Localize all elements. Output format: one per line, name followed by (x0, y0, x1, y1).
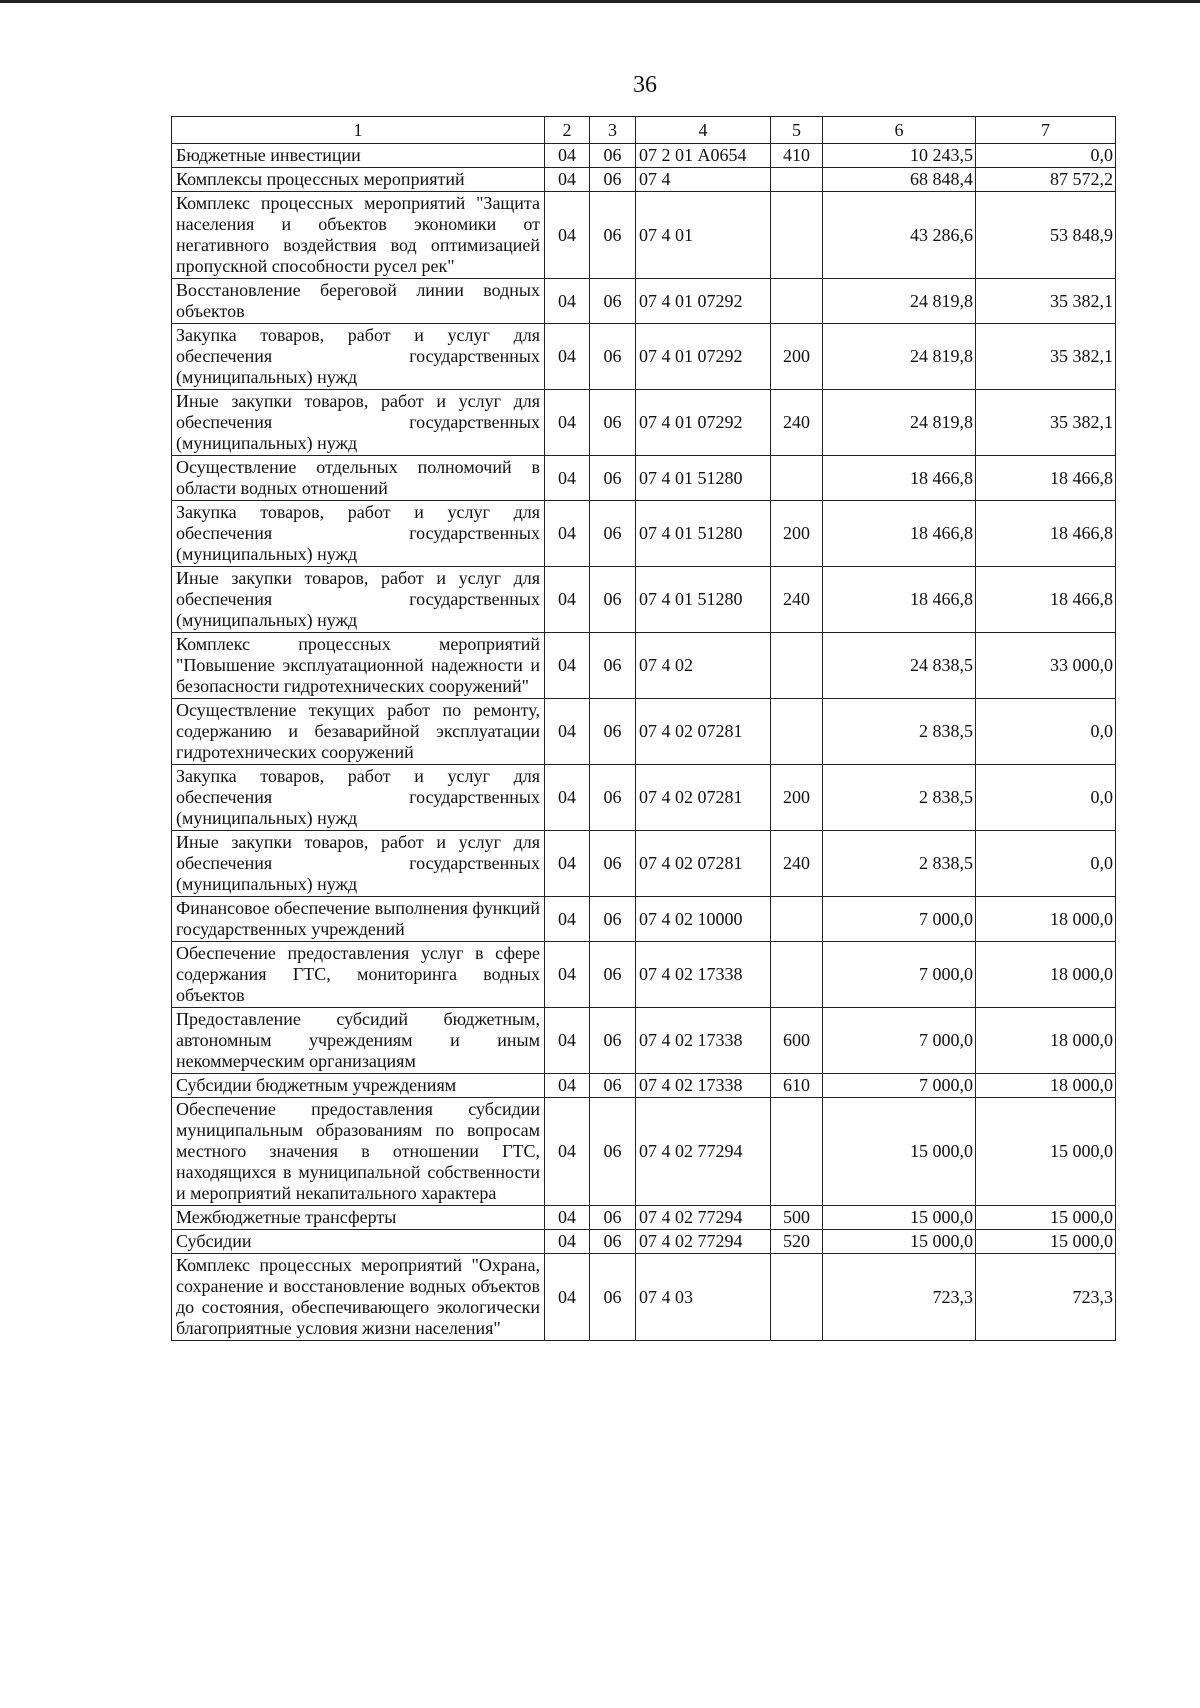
target-article-cell: 07 4 02 17338 (636, 1074, 771, 1098)
amount-year2-cell: 18 466,8 (976, 501, 1116, 567)
amount-year1-cell: 7 000,0 (823, 1008, 976, 1074)
target-article-cell: 07 4 02 77294 (636, 1098, 771, 1206)
subsection-code-cell: 06 (590, 633, 636, 699)
amount-year2-cell: 18 000,0 (976, 1008, 1116, 1074)
target-article-cell: 07 4 01 51280 (636, 567, 771, 633)
section-code-cell: 04 (545, 1254, 590, 1341)
section-code-cell: 04 (545, 1206, 590, 1230)
row-name-cell: Комплекс процессных мероприятий "Повышение эксплуатационной надежности и безопасности гидротехнических сооружений" (172, 633, 545, 699)
amount-year2-cell: 0,0 (976, 144, 1116, 168)
amount-year1-cell: 18 466,8 (823, 501, 976, 567)
table-row (172, 390, 1116, 456)
budget-table (171, 116, 1116, 1341)
row-name-cell: Субсидии (172, 1230, 545, 1254)
target-article-cell: 07 4 02 (636, 633, 771, 699)
section-code-cell: 04 (545, 633, 590, 699)
row-name-cell: Обеспечение предоставления субсидии муниципальным образованиям по вопросам местного значения в отношении ГТС, находящихся в муниципальной собственности и мероприятий некапитального характера (172, 1098, 545, 1206)
amount-year2-cell: 35 382,1 (976, 390, 1116, 456)
amount-year2-cell: 723,3 (976, 1254, 1116, 1341)
subsection-code-cell: 06 (590, 942, 636, 1008)
target-article-cell: 07 4 (636, 168, 771, 192)
section-code-cell: 04 (545, 1008, 590, 1074)
row-name-cell: Межбюджетные трансферты (172, 1206, 545, 1230)
section-code-cell: 04 (545, 831, 590, 897)
expense-type-cell: 200 (771, 765, 823, 831)
expense-type-cell (771, 1254, 823, 1341)
section-code-cell: 04 (545, 456, 590, 501)
section-code-cell: 04 (545, 390, 590, 456)
row-name-cell: Закупка товаров, работ и услуг для обеспечения государственных (муниципальных) нужд (172, 324, 545, 390)
subsection-code-cell: 06 (590, 279, 636, 324)
section-code-cell: 04 (545, 192, 590, 279)
expense-type-cell (771, 1098, 823, 1206)
subsection-code-cell: 06 (590, 1206, 636, 1230)
table-row (172, 765, 1116, 831)
amount-year1-cell: 24 819,8 (823, 324, 976, 390)
table-row (172, 168, 1116, 192)
expense-type-cell (771, 942, 823, 1008)
section-code-cell: 04 (545, 567, 590, 633)
table-row (172, 942, 1116, 1008)
amount-year2-cell: 15 000,0 (976, 1098, 1116, 1206)
table-row (172, 456, 1116, 501)
expense-type-cell: 200 (771, 501, 823, 567)
subsection-code-cell: 06 (590, 699, 636, 765)
amount-year1-cell: 18 466,8 (823, 567, 976, 633)
amount-year2-cell: 87 572,2 (976, 168, 1116, 192)
amount-year2-cell: 0,0 (976, 699, 1116, 765)
table-row (172, 1074, 1116, 1098)
expense-type-cell: 600 (771, 1008, 823, 1074)
expense-type-cell (771, 192, 823, 279)
amount-year2-cell: 18 000,0 (976, 897, 1116, 942)
subsection-code-cell: 06 (590, 1230, 636, 1254)
row-name-cell: Комплекс процессных мероприятий "Охрана, сохранение и восстановление водных объектов до состояния, обеспечивающего экологически благоприятные условия жизни населения" (172, 1254, 545, 1341)
amount-year1-cell: 24 838,5 (823, 633, 976, 699)
target-article-cell: 07 4 02 17338 (636, 942, 771, 1008)
amount-year2-cell: 33 000,0 (976, 633, 1116, 699)
table-row (172, 144, 1116, 168)
expense-type-cell: 240 (771, 831, 823, 897)
row-name-cell: Иные закупки товаров, работ и услуг для обеспечения государственных (муниципальных) нужд (172, 390, 545, 456)
row-name-cell: Обеспечение предоставления услуг в сфере содержания ГТС, мониторинга водных объектов (172, 942, 545, 1008)
subsection-code-cell: 06 (590, 168, 636, 192)
section-code-cell: 04 (545, 1230, 590, 1254)
table-row (172, 699, 1116, 765)
table-row (172, 1008, 1116, 1074)
amount-year2-cell: 0,0 (976, 765, 1116, 831)
header-cell: 3 (590, 117, 636, 144)
header-cell: 7 (976, 117, 1116, 144)
expense-type-cell: 200 (771, 324, 823, 390)
section-code-cell: 04 (545, 324, 590, 390)
row-name-cell: Иные закупки товаров, работ и услуг для обеспечения государственных (муниципальных) нужд (172, 831, 545, 897)
amount-year1-cell: 7 000,0 (823, 942, 976, 1008)
table-row (172, 1206, 1116, 1230)
expense-type-cell: 520 (771, 1230, 823, 1254)
subsection-code-cell: 06 (590, 324, 636, 390)
amount-year2-cell: 15 000,0 (976, 1206, 1116, 1230)
amount-year1-cell: 2 838,5 (823, 699, 976, 765)
target-article-cell: 07 4 01 07292 (636, 279, 771, 324)
header-cell: 2 (545, 117, 590, 144)
amount-year2-cell: 15 000,0 (976, 1230, 1116, 1254)
table-row (172, 279, 1116, 324)
section-code-cell: 04 (545, 1074, 590, 1098)
table-row (172, 1230, 1116, 1254)
section-code-cell: 04 (545, 699, 590, 765)
amount-year1-cell: 24 819,8 (823, 279, 976, 324)
amount-year1-cell: 15 000,0 (823, 1230, 976, 1254)
amount-year2-cell: 35 382,1 (976, 324, 1116, 390)
section-code-cell: 04 (545, 1098, 590, 1206)
subsection-code-cell: 06 (590, 1254, 636, 1341)
amount-year2-cell: 0,0 (976, 831, 1116, 897)
target-article-cell: 07 4 02 10000 (636, 897, 771, 942)
header-cell: 6 (823, 117, 976, 144)
subsection-code-cell: 06 (590, 897, 636, 942)
section-code-cell: 04 (545, 168, 590, 192)
amount-year1-cell: 7 000,0 (823, 897, 976, 942)
row-name-cell: Комплексы процессных мероприятий (172, 168, 545, 192)
section-code-cell: 04 (545, 765, 590, 831)
amount-year2-cell: 18 000,0 (976, 942, 1116, 1008)
amount-year2-cell: 53 848,9 (976, 192, 1116, 279)
expense-type-cell: 240 (771, 567, 823, 633)
subsection-code-cell: 06 (590, 765, 636, 831)
amount-year1-cell: 2 838,5 (823, 831, 976, 897)
header-cell: 4 (636, 117, 771, 144)
section-code-cell: 04 (545, 144, 590, 168)
table-row (172, 633, 1116, 699)
expense-type-cell (771, 633, 823, 699)
amount-year1-cell: 15 000,0 (823, 1098, 976, 1206)
amount-year1-cell: 68 848,4 (823, 168, 976, 192)
section-code-cell: 04 (545, 279, 590, 324)
expense-type-cell (771, 456, 823, 501)
table-header-row (172, 117, 1116, 144)
expense-type-cell: 240 (771, 390, 823, 456)
row-name-cell: Закупка товаров, работ и услуг для обеспечения государственных (муниципальных) нужд (172, 765, 545, 831)
subsection-code-cell: 06 (590, 1074, 636, 1098)
table-row (172, 324, 1116, 390)
target-article-cell: 07 4 01 07292 (636, 324, 771, 390)
subsection-code-cell: 06 (590, 1098, 636, 1206)
row-name-cell: Осуществление текущих работ по ремонту, содержанию и безаварийной эксплуатации гидротехнических сооружений (172, 699, 545, 765)
target-article-cell: 07 4 01 07292 (636, 390, 771, 456)
amount-year1-cell: 10 243,5 (823, 144, 976, 168)
target-article-cell: 07 4 02 07281 (636, 765, 771, 831)
table-row (172, 1098, 1116, 1206)
target-article-cell: 07 4 01 51280 (636, 456, 771, 501)
amount-year2-cell: 35 382,1 (976, 279, 1116, 324)
row-name-cell: Закупка товаров, работ и услуг для обеспечения государственных (муниципальных) нужд (172, 501, 545, 567)
expense-type-cell: 410 (771, 144, 823, 168)
amount-year1-cell: 18 466,8 (823, 456, 976, 501)
target-article-cell: 07 4 01 51280 (636, 501, 771, 567)
subsection-code-cell: 06 (590, 192, 636, 279)
target-article-cell: 07 4 02 07281 (636, 831, 771, 897)
amount-year1-cell: 43 286,6 (823, 192, 976, 279)
table-row (172, 567, 1116, 633)
row-name-cell: Субсидии бюджетным учреждениям (172, 1074, 545, 1098)
subsection-code-cell: 06 (590, 831, 636, 897)
subsection-code-cell: 06 (590, 1008, 636, 1074)
row-name-cell: Бюджетные инвестиции (172, 144, 545, 168)
target-article-cell: 07 4 03 (636, 1254, 771, 1341)
target-article-cell: 07 4 01 (636, 192, 771, 279)
subsection-code-cell: 06 (590, 567, 636, 633)
amount-year1-cell: 24 819,8 (823, 390, 976, 456)
table-row (172, 831, 1116, 897)
amount-year1-cell: 723,3 (823, 1254, 976, 1341)
row-name-cell: Финансовое обеспечение выполнения функций государственных учреждений (172, 897, 545, 942)
subsection-code-cell: 06 (590, 456, 636, 501)
expense-type-cell (771, 279, 823, 324)
row-name-cell: Комплекс процессных мероприятий "Защита населения и объектов экономики от негативного воздействия вод оптимизацией пропускной способности русел рек" (172, 192, 545, 279)
section-code-cell: 04 (545, 942, 590, 1008)
expense-type-cell (771, 699, 823, 765)
amount-year2-cell: 18 000,0 (976, 1074, 1116, 1098)
amount-year1-cell: 15 000,0 (823, 1206, 976, 1230)
header-cell: 1 (172, 117, 545, 144)
table-row (172, 192, 1116, 279)
amount-year2-cell: 18 466,8 (976, 567, 1116, 633)
amount-year2-cell: 18 466,8 (976, 456, 1116, 501)
scan-edge (0, 0, 1200, 3)
header-cell: 5 (771, 117, 823, 144)
target-article-cell: 07 2 01 А0654 (636, 144, 771, 168)
amount-year1-cell: 7 000,0 (823, 1074, 976, 1098)
expense-type-cell: 610 (771, 1074, 823, 1098)
target-article-cell: 07 4 02 77294 (636, 1230, 771, 1254)
row-name-cell: Восстановление береговой линии водных объектов (172, 279, 545, 324)
target-article-cell: 07 4 02 17338 (636, 1008, 771, 1074)
amount-year1-cell: 2 838,5 (823, 765, 976, 831)
target-article-cell: 07 4 02 07281 (636, 699, 771, 765)
expense-type-cell (771, 897, 823, 942)
page-number: 36 (633, 72, 657, 98)
row-name-cell: Предоставление субсидий бюджетным, автономным учреждениям и иным некоммерческим организациям (172, 1008, 545, 1074)
table-row (172, 1254, 1116, 1341)
subsection-code-cell: 06 (590, 144, 636, 168)
expense-type-cell (771, 168, 823, 192)
row-name-cell: Осуществление отдельных полномочий в области водных отношений (172, 456, 545, 501)
section-code-cell: 04 (545, 501, 590, 567)
table-row (172, 897, 1116, 942)
table-row (172, 501, 1116, 567)
target-article-cell: 07 4 02 77294 (636, 1206, 771, 1230)
row-name-cell: Иные закупки товаров, работ и услуг для обеспечения государственных (муниципальных) нужд (172, 567, 545, 633)
section-code-cell: 04 (545, 897, 590, 942)
subsection-code-cell: 06 (590, 390, 636, 456)
subsection-code-cell: 06 (590, 501, 636, 567)
expense-type-cell: 500 (771, 1206, 823, 1230)
